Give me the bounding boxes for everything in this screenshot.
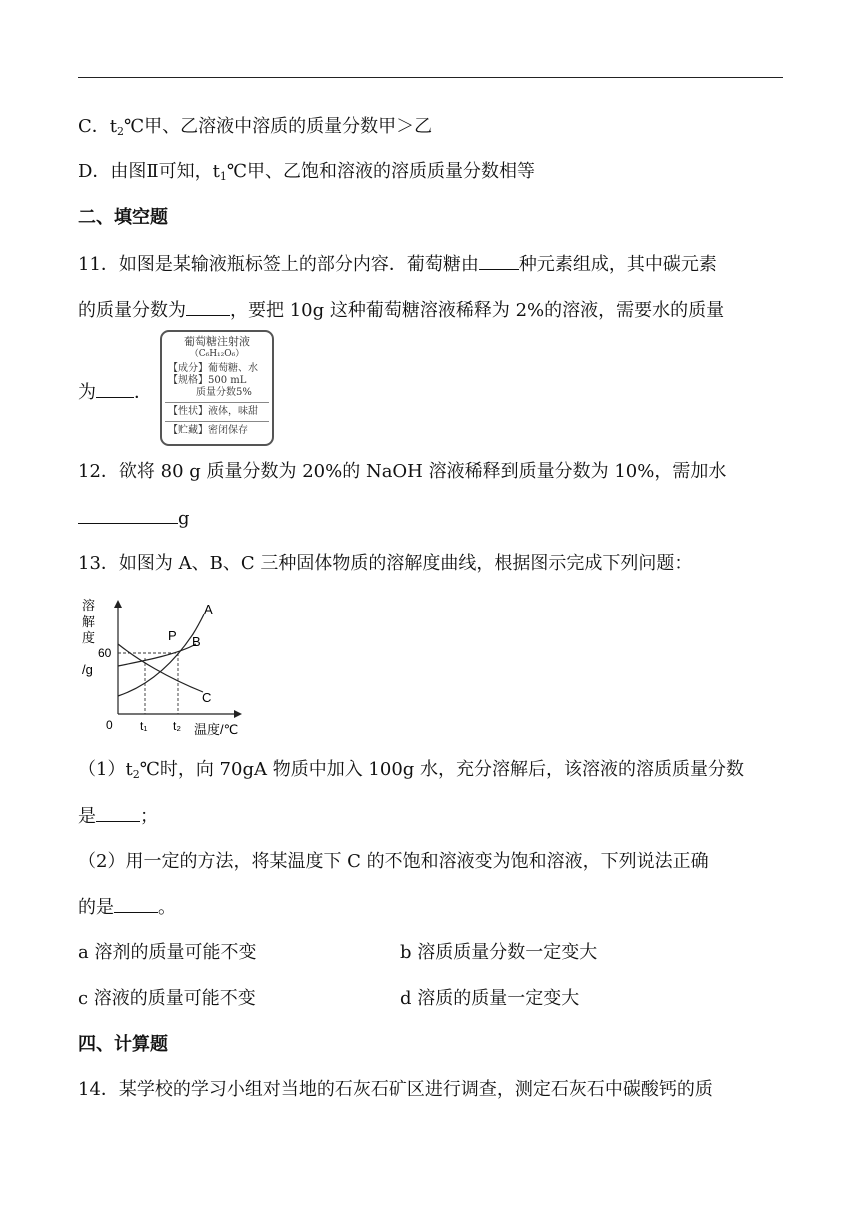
x-tick-t2: t₂ — [173, 719, 181, 733]
infusion-label-image — [160, 330, 274, 446]
question-12-line1: 12．欲将 80 g 质量分数为 20%的 NaOH 溶液稀释到质量分数为 10%，需加水 — [78, 461, 727, 482]
y-label-char: 度 — [82, 630, 96, 645]
question-14-line: 14．某学校的学习小组对当地的石灰石矿区进行调查，测定石灰石中碳酸钙的质 — [78, 1079, 713, 1100]
blank — [78, 506, 178, 524]
question-11-line3: 为 ． — [78, 382, 152, 403]
label-mass-fraction: 质量分数5% — [196, 387, 252, 398]
y-label-char: 溶 — [82, 598, 96, 613]
question-13-part1-line1: $(1)t_2℃$时，向 70gA 物质中加入 100g 水，充分溶解后，该溶液的溶质质量分数 — [78, 759, 745, 781]
choice-c: c 溶液的质量可能不变 — [78, 988, 256, 1009]
option-d-line: D．由图Ⅱ可知，$t_1℃$甲、乙饱和溶液的溶质质量分数相等 — [78, 161, 536, 183]
label-divider — [165, 402, 269, 403]
curve-a — [118, 614, 204, 696]
y-label-unit: /g — [82, 662, 93, 677]
solubility-curve-chart — [78, 596, 248, 738]
curve-b-label: B — [192, 634, 201, 649]
x-axis-arrow — [234, 710, 242, 718]
question-13-part2-line1: （2）用一定的方法，将某温度下 C 的不饱和溶液变为饱和溶液，下列说法正确 — [78, 851, 709, 872]
curve-c-label: C — [202, 690, 212, 705]
blank — [479, 252, 519, 270]
origin-label: 0 — [106, 718, 113, 732]
choice-a: a 溶剂的质量可能不变 — [78, 942, 257, 963]
question-13-part1-line2: 是 ； — [78, 806, 158, 827]
label-ingredients: 【成分】葡萄糖、水 — [168, 363, 258, 374]
point-p-label: P — [168, 628, 177, 643]
blank — [96, 380, 134, 398]
y-tick-60: 60 — [98, 646, 112, 660]
curve-c — [118, 644, 203, 692]
choice-d: d 溶质的质量一定变大 — [400, 988, 580, 1009]
y-label-char: 解 — [82, 614, 96, 629]
curve-b — [118, 644, 196, 666]
blank — [186, 298, 230, 316]
option-c-line: C．$t_2℃$甲、乙溶液中溶质的质量分数甲＞乙 — [78, 116, 433, 138]
x-axis-label: 温度/℃ — [194, 722, 239, 737]
header-rule — [78, 77, 783, 78]
section-calculation-title: 四、计算题 — [78, 1034, 168, 1055]
question-13-line: 13．如图为 A、B、C 三种固体物质的溶解度曲线，根据图示完成下列问题： — [78, 553, 693, 574]
label-formula: （C₆H₁₂O₆） — [189, 349, 245, 359]
section-fill-blank-title: 二、填空题 — [78, 207, 168, 228]
blank — [96, 804, 140, 822]
x-tick-t1: t₁ — [140, 719, 148, 733]
label-property: 【性状】液体，味甜 — [168, 406, 258, 417]
label-storage: 【贮藏】密闭保存 — [168, 425, 248, 436]
label-spec: 【规格】500 mL — [168, 375, 247, 386]
question-11-line1: 11．如图是某输液瓶标签上的部分内容．葡萄糖由 种元素组成，其中碳元素 — [78, 254, 717, 275]
question-11-line2: 的质量分数为 ，要把 10g 这种葡萄糖溶液稀释为 2%的溶液，需要水的质量 — [78, 300, 725, 321]
label-title: 葡萄糖注射液 — [184, 335, 250, 348]
y-axis-arrow — [114, 600, 122, 608]
blank — [114, 895, 158, 913]
question-13-part2-line2: 的是 。 — [78, 897, 176, 918]
choice-b: b 溶质质量分数一定变大 — [400, 942, 598, 963]
curve-a-label: A — [204, 602, 213, 617]
label-divider — [165, 421, 269, 422]
question-12-line2: g — [78, 506, 190, 531]
